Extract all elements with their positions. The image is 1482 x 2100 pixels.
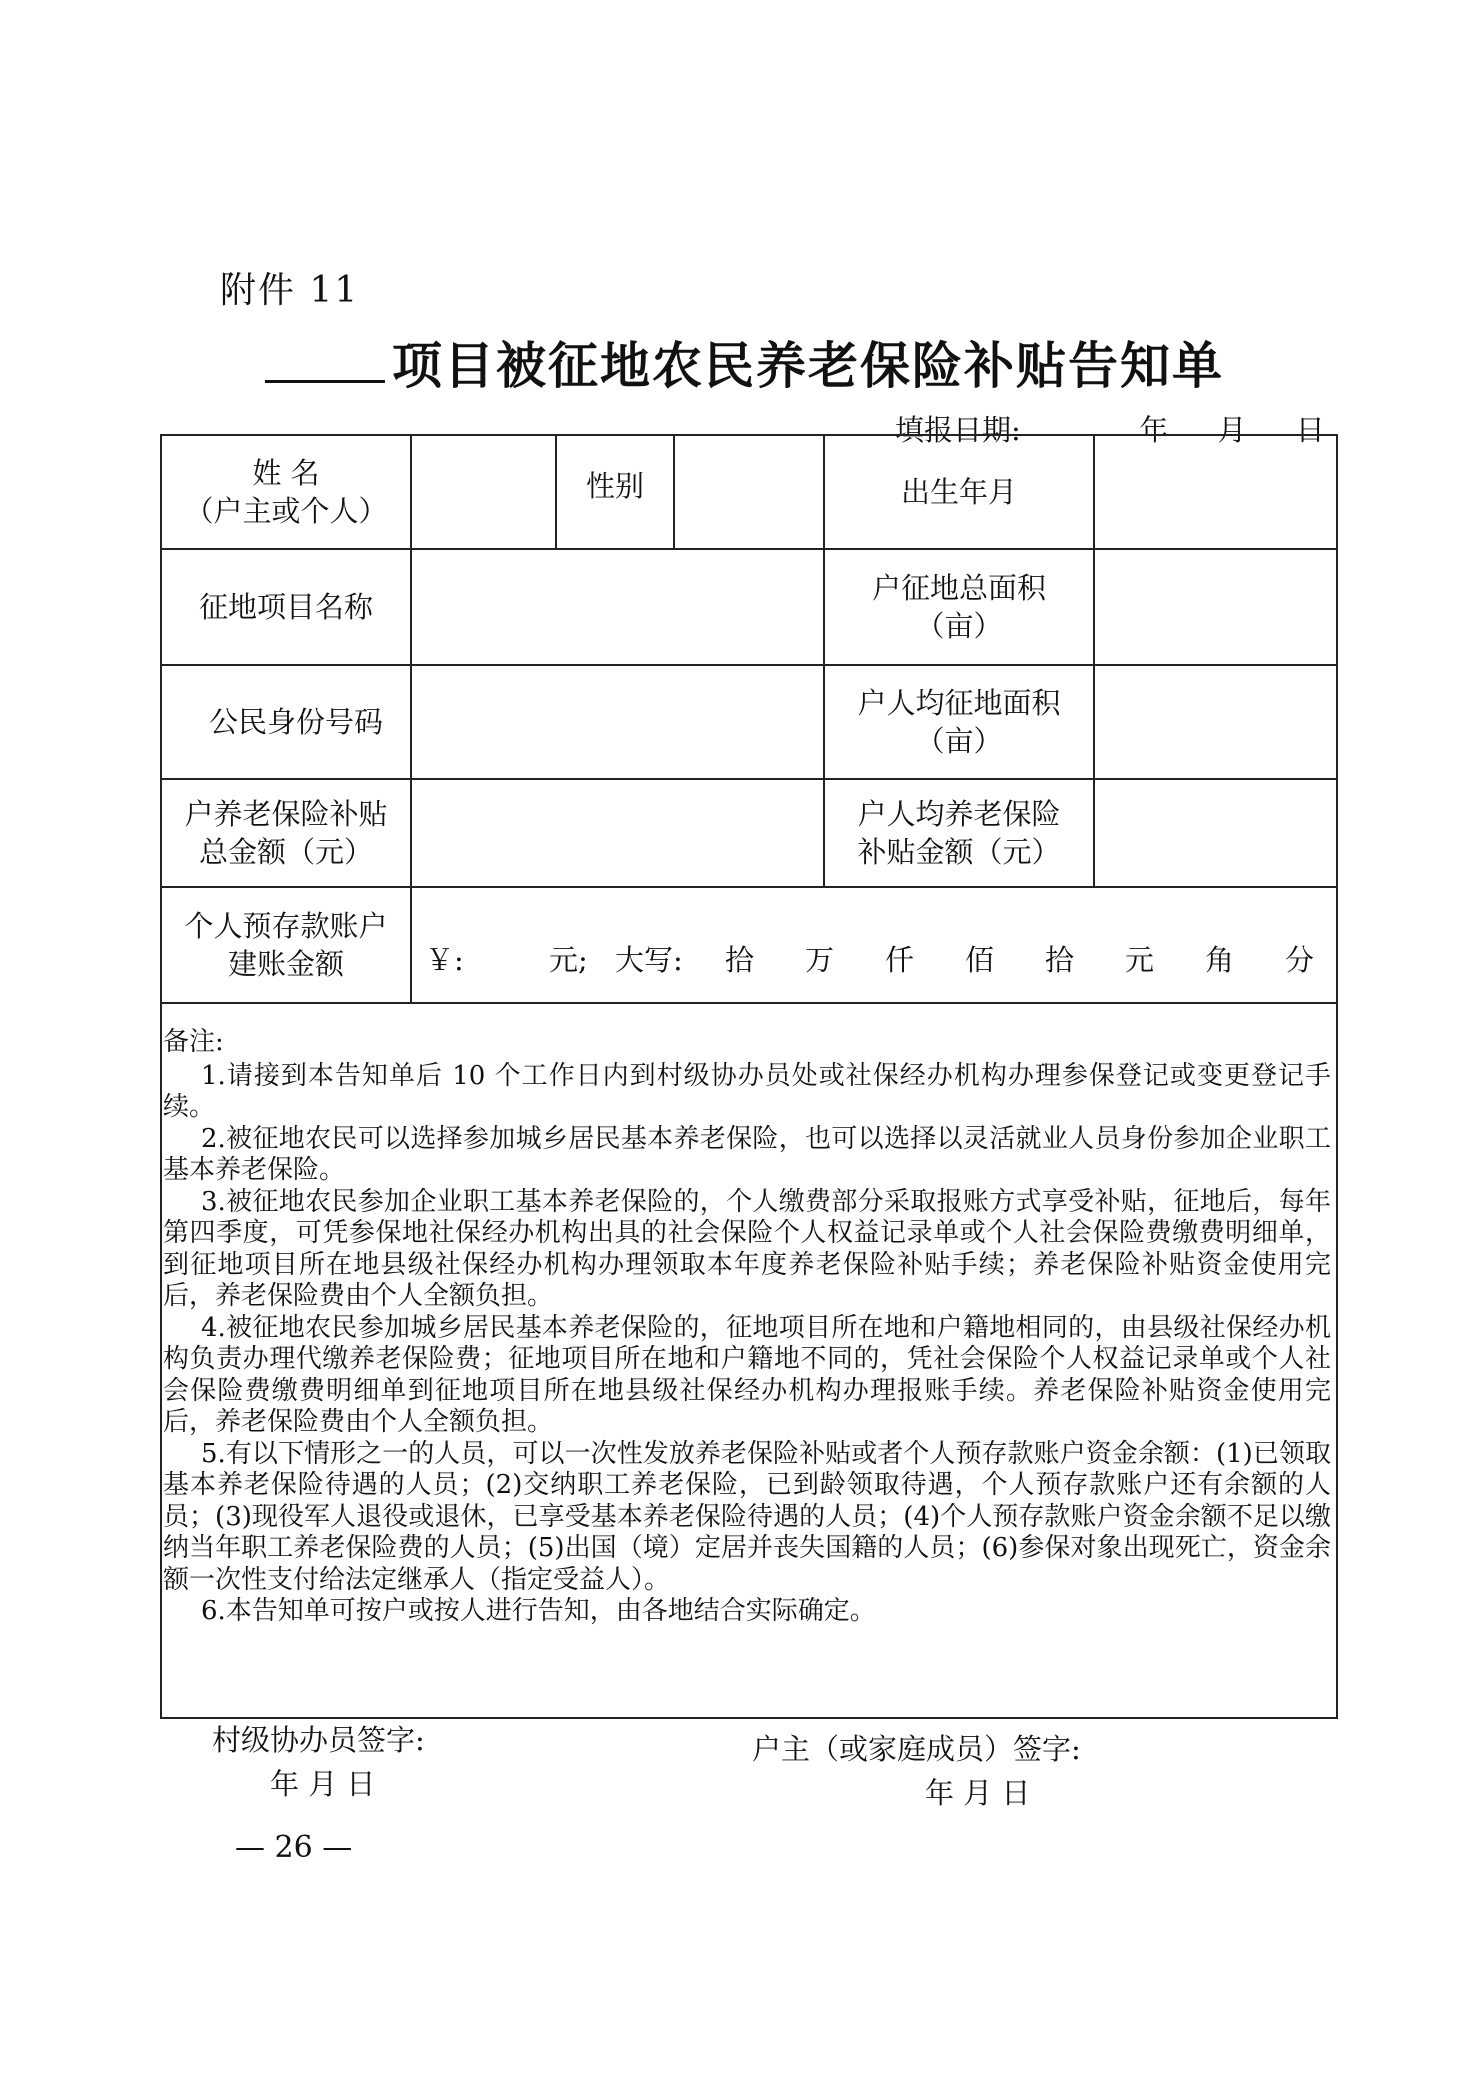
unit-bai: 佰 [965, 942, 995, 977]
note-item-5: 5.有以下情形之一的人员，可以一次性发放养老保险补贴或者个人预存款账户资金余额：(1)已领取基本养老保险待遇的人员；(2)交纳职工养老保险，已到龄领取待遇，个人预存款账户还有余额的人员；(3)现役军人退役或退休，已享受基本养老保险待遇的人员；(4)个人预存款账户资金余额不足以缴纳当年职工养老保险费的人员；(5)出国（境）定居并丧失国籍的人员；(6)参保对象出现死亡，资金余额一次性支付给法定继承人（指定受益人）。 [163, 1438, 1331, 1595]
page-number: — 26 — [235, 1830, 353, 1865]
note-item-2: 2.被征地农民可以选择参加城乡居民基本养老保险，也可以选择以灵活就业人员身份参加企业职工基本养老保险。 [163, 1123, 1331, 1185]
account-amount-field[interactable] [425, 928, 1315, 988]
attachment-label: 附件 11 [220, 270, 360, 311]
project-name-field[interactable] [412, 550, 823, 664]
note-item-3: 3.被征地农民参加企业职工基本养老保险的，个人缴费部分采取报账方式享受补贴，征地后，每年第四季度，可凭参保地社保经办机构出具的社会保险个人权益记录单或个人社会保险费缴费明细单，到征地项目所在地县级社保经办机构办理领取本年度养老保险补贴手续；养老保险补贴资金使用完后，养老保险费由个人全额负担。 [163, 1186, 1331, 1311]
householder-signature-label: 户主（或家庭成员）签字: [752, 1732, 1081, 1766]
project-name-blank [265, 380, 385, 383]
unit-fen: 分 [1285, 942, 1315, 977]
fill-date-day: 日 [1295, 413, 1325, 447]
note-item-1: 1.请接到本告知单后 10 个工作日内到村级协办员处或社保经办机构办理参保登记或变更登记手续。 [163, 1060, 1331, 1122]
unit-shi-2: 拾 [1045, 942, 1075, 977]
unit-qian: 仟 [885, 942, 915, 977]
per-capita-subsidy-field[interactable] [1095, 780, 1336, 886]
id-number-field[interactable] [412, 666, 823, 778]
birth-field[interactable] [1095, 436, 1336, 548]
capital-label: 大写: [615, 942, 683, 977]
birth-label: 出生年月 [900, 475, 1017, 509]
unit-shi: 拾 [725, 942, 755, 977]
id-number-label: 公民身份号码 [208, 705, 383, 739]
row-divider [160, 1002, 1338, 1004]
householder-signature-date: 年 月 日 [925, 1776, 1031, 1810]
unit-wan: 万 [805, 942, 835, 977]
gender-field[interactable] [675, 436, 823, 548]
project-name-label: 征地项目名称 [198, 590, 373, 624]
notes-section [163, 1027, 1331, 1628]
per-capita-subsidy-label: 户人均养老保险 补贴金额（元） [857, 797, 1061, 869]
fill-date-label: 填报日期: [895, 413, 1021, 447]
fill-date-year: 年 [1139, 413, 1169, 447]
notes-heading: 备注: [163, 1027, 224, 1057]
household-subsidy-field[interactable] [412, 780, 823, 886]
yen-symbol: ￥: [425, 942, 464, 977]
per-capita-area-label: 户人均征地面积 （亩） [857, 686, 1061, 758]
yuan-separator: 元; [549, 942, 588, 977]
fill-date-month: 月 [1217, 413, 1247, 447]
name-field[interactable] [412, 436, 555, 548]
coordinator-signature-date: 年 月 日 [270, 1767, 376, 1801]
household-area-field[interactable] [1095, 550, 1336, 664]
household-area-label: 户征地总面积 （亩） [871, 571, 1046, 643]
coordinator-signature-label: 村级协办员签字: [212, 1723, 425, 1757]
household-subsidy-label: 户养老保险补贴 总金额（元） [184, 797, 388, 869]
note-item-4: 4.被征地农民参加城乡居民基本养老保险的，征地项目所在地和户籍地相同的，由县级社保经办机构负责办理代缴养老保险费；征地项目所在地和户籍地不同的，凭社会保险个人权益记录单或个人社会保险费缴费明细单到征地项目所在地县级社保经办机构办理报账手续。养老保险补贴资金使用完后，养老保险费由个人全额负担。 [163, 1312, 1331, 1437]
gender-label: 性别 [585, 469, 644, 503]
per-capita-area-field[interactable] [1095, 666, 1336, 778]
unit-yuan: 元 [1125, 942, 1155, 977]
page-title: 项目被征地农民养老保险补贴告知单 [392, 336, 1224, 395]
unit-jiao: 角 [1205, 942, 1235, 977]
note-item-6: 6.本告知单可按户或按人进行告知，由各地结合实际确定。 [201, 1596, 876, 1626]
account-amount-label: 个人预存款账户 建账金额 [184, 909, 388, 981]
name-label: 姓 名 （户主或个人） [184, 456, 388, 528]
